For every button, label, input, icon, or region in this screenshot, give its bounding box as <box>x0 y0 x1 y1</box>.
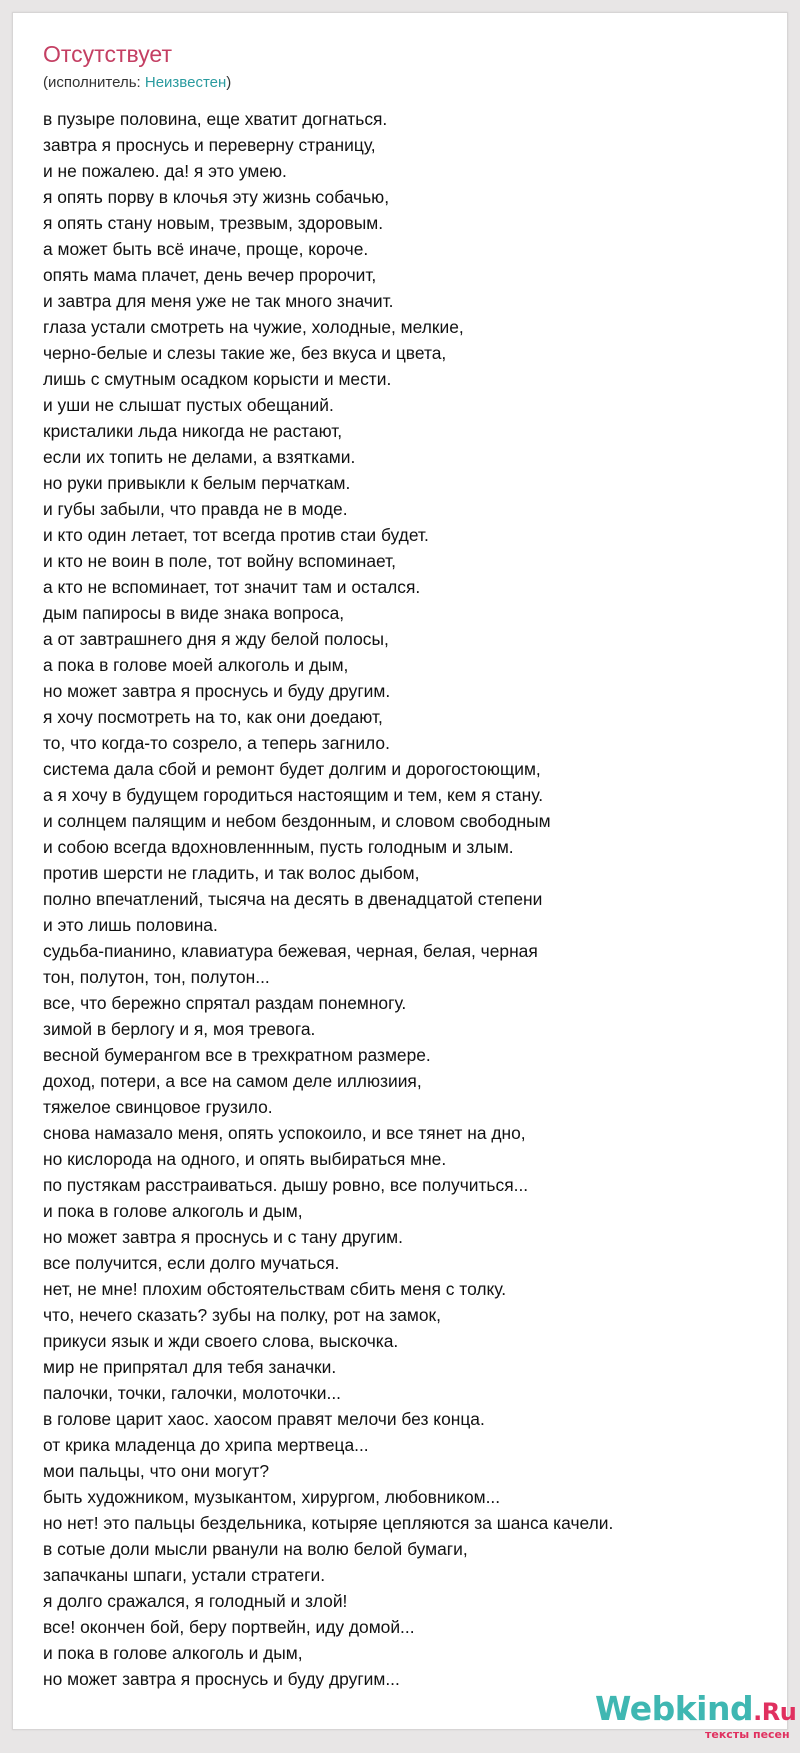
lyric-line: я опять порву в клочья эту жизнь собачью, <box>43 187 390 207</box>
lyric-line: зимой в берлогу и я, моя тревога. <box>43 1019 316 1039</box>
lyric-line: опять мама плачет, день вечер пророчит, <box>43 265 377 285</box>
artist-line <box>43 74 231 91</box>
lyrics-card <box>12 12 797 1741</box>
lyric-line: система дала сбой и ремонт будет долгим и дорогостоющим, <box>43 759 541 779</box>
lyrics-text <box>43 106 783 1692</box>
lyric-line: а от завтрашнего дня я жду белой полосы, <box>43 629 389 649</box>
lyric-line: весной бумерангом все в трехкратном размере. <box>43 1045 431 1065</box>
lyric-line: мои пальцы, что они могут? <box>43 1461 270 1481</box>
lyric-line: глаза устали смотреть на чужие, холодные, мелкие, <box>43 317 464 337</box>
lyric-line: и завтра для меня уже не так много значит. <box>43 291 394 311</box>
lyric-line: и губы забыли, что правда не в моде. <box>43 499 348 519</box>
lyric-line: и солнцем палящим и небом бездонным, и словом свободным <box>43 811 551 831</box>
lyric-line: полно впечатлений, тысяча на десять в двенадцатой степени <box>43 889 543 909</box>
logo-suffix: .Ru <box>753 1698 797 1726</box>
lyric-line: снова намазало меня, опять успокоило, и все тянет на дно, <box>43 1123 526 1143</box>
lyric-line: тон, полутон, тон, полутон... <box>43 967 270 987</box>
lyric-line: доход, потери, а все на самом деле иллюзиия, <box>43 1071 422 1091</box>
artist-suffix: ) <box>226 74 232 91</box>
lyric-line: я хочу посмотреть на то, как они доедают, <box>43 707 383 727</box>
lyric-line: я опять стану новым, трезвым, здоровым. <box>43 213 384 233</box>
logo-tagline: тексты песен <box>705 1728 790 1741</box>
lyric-line: но может завтра я проснусь и буду другим... <box>43 1669 400 1689</box>
lyric-line: но руки привыкли к белым перчаткам. <box>43 473 351 493</box>
song-title: Отсутствует <box>43 41 172 67</box>
lyric-line: а может быть всё иначе, проще, короче. <box>43 239 369 259</box>
lyric-line: и пока в голове алкоголь и дым, <box>43 1201 303 1221</box>
lyric-line: в сотые доли мысли рванули на волю белой бумаги, <box>43 1539 468 1559</box>
logo-wordmark <box>595 1689 796 1728</box>
lyric-line: а пока в голове моей алкоголь и дым, <box>43 655 349 675</box>
lyric-line: прикуси язык и жди своего слова, выскочка. <box>43 1331 399 1351</box>
lyric-line: палочки, точки, галочки, молоточки... <box>43 1383 342 1403</box>
lyric-line: завтра я проснусь и переверну страницу, <box>43 135 376 155</box>
lyric-line: кристалики льда никогда не растают, <box>43 421 343 441</box>
lyric-line: но может завтра я проснусь и буду другим. <box>43 681 391 701</box>
logo-main-text: Webkind <box>595 1689 754 1728</box>
lyric-line: быть художником, музыкантом, хирургом, любовником... <box>43 1487 501 1507</box>
lyric-line: тяжелое свинцовое грузило. <box>43 1097 273 1117</box>
lyric-line: в пузыре половина, еще хватит догнаться. <box>43 109 388 129</box>
lyric-line: лишь с смутным осадком корысти и мести. <box>43 369 392 389</box>
lyric-line: и кто не воин в поле, тот войну вспоминает, <box>43 551 397 571</box>
lyric-line: а я хочу в будущем городиться настоящим и тем, кем я стану. <box>43 785 544 805</box>
lyric-line: дым папиросы в виде знака вопроса, <box>43 603 345 623</box>
artist-prefix: (исполнитель: <box>43 74 145 91</box>
lyric-line: и кто один летает, тот всегда против стаи будет. <box>43 525 429 545</box>
lyric-line: черно-белые и слезы такие же, без вкуса и цвета, <box>43 343 447 363</box>
lyric-line: мир не припрятал для тебя заначки. <box>43 1357 337 1377</box>
lyric-line: от крика младенца до хрипа мертвеца... <box>43 1435 369 1455</box>
lyric-line: если их топить не делами, а взятками. <box>43 447 356 467</box>
lyric-line: и пока в голове алкоголь и дым, <box>43 1643 303 1663</box>
lyric-line: нет, не мне! плохим обстоятельствам сбить меня с толку. <box>43 1279 507 1299</box>
lyric-line: но нет! это пальцы бездельника, котыряе цепляются за шанса качели. <box>43 1513 614 1533</box>
lyric-line: запачканы шпаги, устали стратеги. <box>43 1565 326 1585</box>
lyric-line: и уши не слышат пустых обещаний. <box>43 395 334 415</box>
lyric-line: все! окончен бой, беру портвейн, иду домой... <box>43 1617 415 1637</box>
lyric-line: и не пожалею. да! я это умею. <box>43 161 287 181</box>
lyric-line: все получится, если долго мучаться. <box>43 1253 340 1273</box>
lyric-line: и собою всегда вдохновленнным, пусть голодным и злым. <box>43 837 514 857</box>
lyric-line: судьба-пианино, клавиатура бежевая, черная, белая, черная <box>43 941 538 961</box>
lyric-line: но может завтра я проснусь и с тану другим. <box>43 1227 403 1247</box>
site-logo[interactable] <box>595 1689 795 1753</box>
lyric-line: что, нечего сказать? зубы на полку, рот на замок, <box>43 1305 441 1325</box>
lyric-line: в голове царит хаос. хаосом правят мелочи без конца. <box>43 1409 485 1429</box>
lyric-line: по пустякам расстраиваться. дышу ровно, все получиться... <box>43 1175 529 1195</box>
artist-link[interactable]: Неизвестен <box>144 74 227 91</box>
lyric-line: но кислорода на одного, и опять выбираться мне. <box>43 1149 447 1169</box>
lyric-line: а кто не вспоминает, тот значит там и остался. <box>43 577 421 597</box>
lyric-line: я долго сражался, я голодный и злой! <box>43 1591 348 1611</box>
lyric-line: то, что когда-то созрело, а теперь загнило. <box>43 733 390 753</box>
lyric-line: против шерсти не гладить, и так волос дыбом, <box>43 863 420 883</box>
lyric-line: и это лишь половина. <box>43 915 218 935</box>
lyric-line: все, что бережно спрятал раздам понемногу. <box>43 993 407 1013</box>
